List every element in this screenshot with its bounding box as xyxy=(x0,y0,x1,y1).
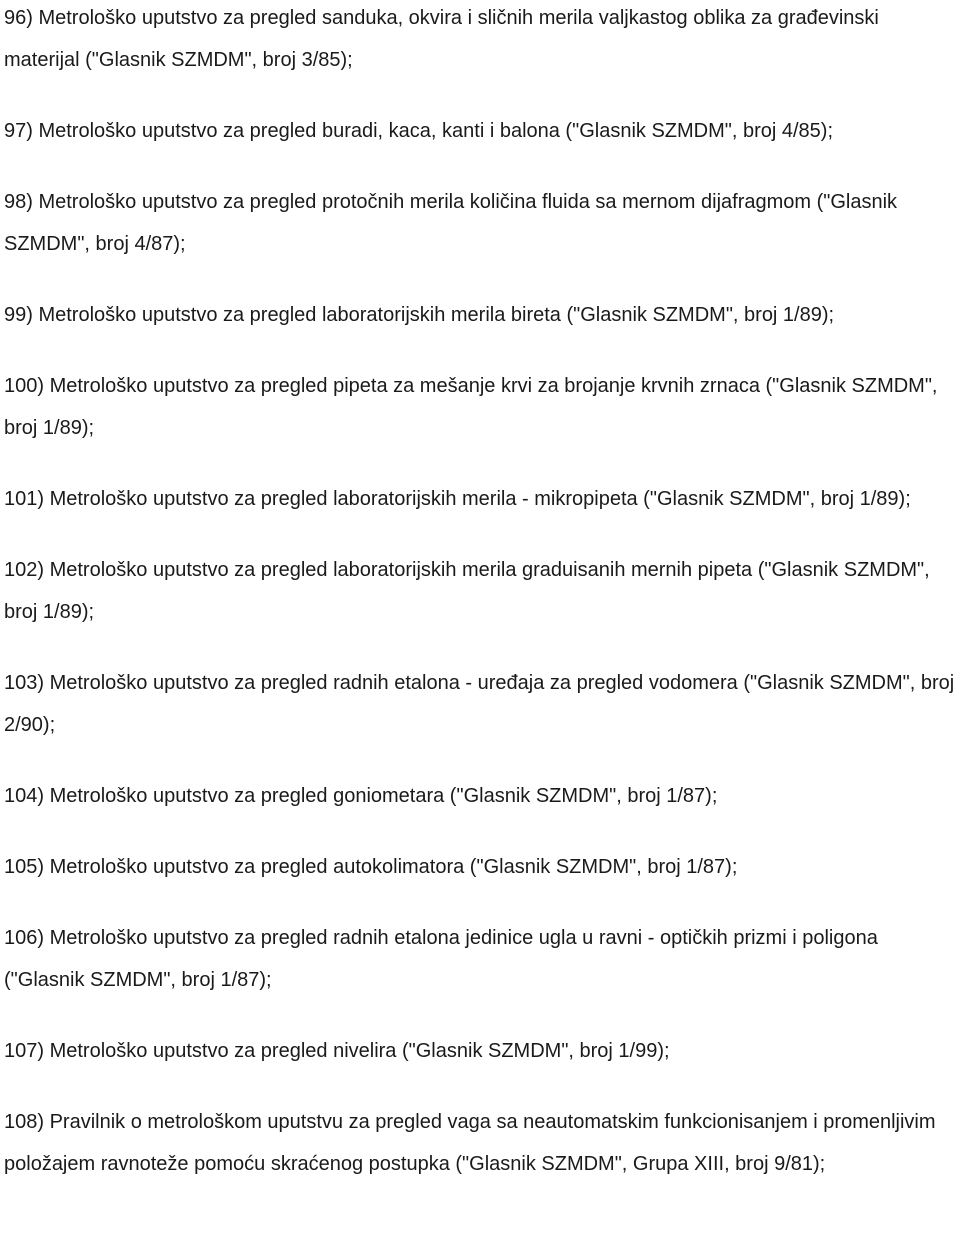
list-item-96: 96) Metrološko uputstvo za pregled sanduka, okvira i sličnih merila valjkastog oblika za građevinski materijal ("Glasnik SZMDM", broj 3/85); xyxy=(4,7,879,71)
list-item-104: 104) Metrološko uputstvo za pregled goniometara ("Glasnik SZMDM", broj 1/87); xyxy=(4,785,718,807)
document-body xyxy=(4,0,958,1214)
list-item-105: 105) Metrološko uputstvo za pregled autokolimatora ("Glasnik SZMDM", broj 1/87); xyxy=(4,856,738,878)
list-item-103: 103) Metrološko uputstvo za pregled radnih etalona - uređaja za pregled vodomera ("Glasnik SZMDM", broj 2/90); xyxy=(4,672,955,736)
list-item-101: 101) Metrološko uputstvo za pregled laboratorijskih merila - mikropipeta ("Glasnik SZMDM", broj 1/89); xyxy=(4,488,911,510)
list-item-108: 108) Pravilnik o metrološkom uputstvu za pregled vaga sa neautomatskim funkcionisanjem i promenljivim položajem ravnoteže pomoću skraćenog postupka ("Glasnik SZMDM", Grupa XIII, broj 9/81); xyxy=(4,1111,936,1175)
list-item-100: 100) Metrološko uputstvo za pregled pipeta za mešanje krvi za brojanje krvnih zrnaca ("Glasnik SZMDM", broj 1/89); xyxy=(4,375,938,439)
list-item-106: 106) Metrološko uputstvo za pregled radnih etalona jedinice ugla u ravni - optičkih prizmi i poligona ("Glasnik SZMDM", broj 1/87); xyxy=(4,927,878,991)
list-item-97: 97) Metrološko uputstvo za pregled buradi, kaca, kanti i balona ("Glasnik SZMDM", broj 4/85); xyxy=(4,120,834,142)
list-item-107: 107) Metrološko uputstvo za pregled nivelira ("Glasnik SZMDM", broj 1/99); xyxy=(4,1040,670,1062)
list-item-98: 98) Metrološko uputstvo za pregled protočnih merila količina fluida sa mernom dijafragmom ("Glasnik SZMDM", broj 4/87); xyxy=(4,191,898,255)
list-item-99: 99) Metrološko uputstvo za pregled laboratorijskih merila bireta ("Glasnik SZMDM", broj 1/89); xyxy=(4,304,835,326)
list-item-102: 102) Metrološko uputstvo za pregled laboratorijskih merila graduisanih mernih pipeta ("Glasnik SZMDM", broj 1/89); xyxy=(4,559,930,623)
